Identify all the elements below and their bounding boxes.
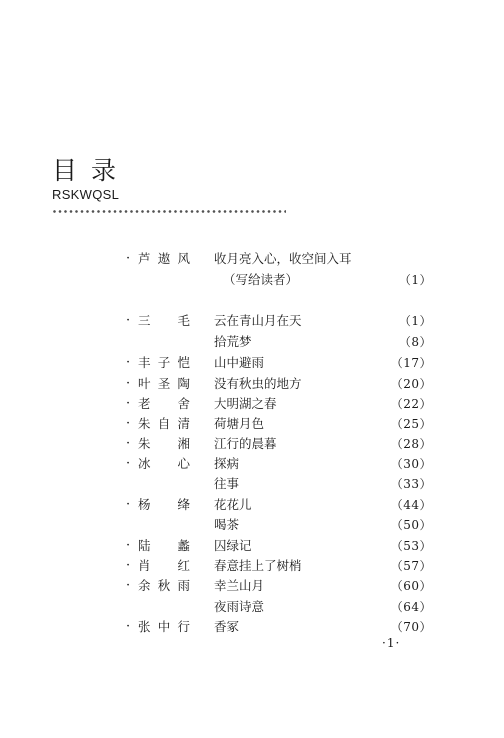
toc-entry bbox=[0, 474, 504, 494]
page-folio: ·1· bbox=[382, 636, 401, 650]
bullet-dot-icon: · bbox=[126, 355, 131, 370]
dotted-divider bbox=[52, 209, 286, 214]
toc-author bbox=[126, 353, 190, 373]
toc-title: 春意挂上了树梢 bbox=[214, 558, 302, 573]
toc-author bbox=[126, 536, 190, 556]
toc-author bbox=[126, 394, 190, 414]
toc-entry bbox=[0, 332, 504, 352]
toc-author bbox=[126, 556, 190, 576]
toc-author bbox=[126, 414, 190, 434]
toc-page-number: （30） bbox=[390, 457, 432, 471]
toc-entry bbox=[0, 353, 504, 373]
bullet-dot-icon: · bbox=[126, 436, 131, 451]
bullet-dot-icon: · bbox=[126, 558, 131, 573]
toc-author bbox=[126, 617, 190, 637]
toc-author-name: 三毛 bbox=[138, 313, 190, 328]
toc-title: 江行的晨暮 bbox=[214, 436, 277, 451]
page-subtitle: RSKWQSL bbox=[52, 187, 120, 202]
toc-author-name: 余秋雨 bbox=[138, 578, 190, 593]
toc-author-name: 丰子恺 bbox=[138, 355, 190, 370]
toc-author-name: 肖红 bbox=[138, 558, 190, 573]
toc-page-number: （1） bbox=[398, 273, 432, 287]
toc-author-name: 陆蠡 bbox=[138, 538, 190, 553]
toc-page-number: （20） bbox=[390, 377, 432, 391]
toc-title: 喝茶 bbox=[214, 517, 240, 532]
toc-entry bbox=[0, 434, 504, 454]
toc-author-name: 朱自清 bbox=[138, 416, 190, 431]
toc-title: 囚绿记 bbox=[214, 538, 252, 553]
toc-title: 山中避雨 bbox=[214, 355, 265, 370]
toc-page-number: （50） bbox=[390, 518, 432, 532]
toc-entry bbox=[0, 556, 504, 576]
toc-entry bbox=[0, 617, 504, 637]
toc-entry bbox=[0, 249, 504, 269]
bullet-dot-icon: · bbox=[126, 376, 131, 391]
toc-title: 云在青山月在天 bbox=[214, 313, 302, 328]
toc-title: 大明湖之春 bbox=[214, 396, 277, 411]
toc-entry bbox=[0, 311, 504, 331]
toc-entry bbox=[0, 495, 504, 515]
toc-page-number: （44） bbox=[390, 498, 432, 512]
toc-page-number: （25） bbox=[390, 417, 432, 431]
toc-author bbox=[126, 249, 190, 269]
toc-title: 拾荒梦 bbox=[214, 334, 252, 349]
toc-entry bbox=[0, 374, 504, 394]
toc-page-number: （28） bbox=[390, 437, 432, 451]
toc-page-number: （1） bbox=[398, 314, 432, 328]
toc-author-name: 张中行 bbox=[138, 619, 190, 634]
toc-entry bbox=[0, 270, 504, 290]
toc-title: 夜雨诗意 bbox=[214, 599, 265, 614]
toc-author bbox=[126, 495, 190, 515]
toc-title: 探病 bbox=[214, 456, 240, 471]
toc-title: 没有秋虫的地方 bbox=[214, 376, 302, 391]
toc-author-name: 老舍 bbox=[138, 396, 190, 411]
toc-page-number: （53） bbox=[390, 539, 432, 553]
toc-page-number: （33） bbox=[390, 477, 432, 491]
toc-author bbox=[126, 576, 190, 596]
bullet-dot-icon: · bbox=[126, 251, 131, 266]
toc-author-name: 叶圣陶 bbox=[138, 376, 190, 391]
bullet-dot-icon: · bbox=[126, 456, 131, 471]
toc-title: （写给读者） bbox=[223, 272, 299, 287]
toc-title: 花花儿 bbox=[214, 497, 252, 512]
toc-author bbox=[126, 311, 190, 331]
bullet-dot-icon: · bbox=[126, 578, 131, 593]
toc-title: 荷塘月色 bbox=[214, 416, 265, 431]
toc-author-name: 芦遨风 bbox=[138, 251, 190, 266]
toc-author-name: 杨绛 bbox=[138, 497, 190, 512]
bullet-dot-icon: · bbox=[126, 619, 131, 634]
toc-entry bbox=[0, 597, 504, 617]
toc-entry bbox=[0, 515, 504, 535]
bullet-dot-icon: · bbox=[126, 497, 131, 512]
toc-title: 收月亮入心，收空间入耳 bbox=[214, 251, 352, 266]
toc-author bbox=[126, 454, 190, 474]
toc-title: 幸兰山月 bbox=[214, 578, 265, 593]
bullet-dot-icon: · bbox=[126, 416, 131, 431]
toc-page-number: （22） bbox=[390, 397, 432, 411]
toc-entry bbox=[0, 394, 504, 414]
toc-page-number: （8） bbox=[398, 335, 432, 349]
toc-title: 往事 bbox=[214, 476, 240, 491]
toc-title: 香冢 bbox=[214, 619, 240, 634]
toc-author-name: 冰心 bbox=[138, 456, 190, 471]
bullet-dot-icon: · bbox=[126, 313, 131, 328]
toc-entry bbox=[0, 414, 504, 434]
toc-author bbox=[126, 374, 190, 394]
toc-entry bbox=[0, 536, 504, 556]
bullet-dot-icon: · bbox=[126, 538, 131, 553]
page-title: 目录 bbox=[52, 156, 131, 185]
toc-author bbox=[126, 434, 190, 454]
toc-author-name: 朱湘 bbox=[138, 436, 190, 451]
toc-page-number: （17） bbox=[390, 356, 432, 370]
toc-page-number: （70） bbox=[390, 620, 432, 634]
toc-entry bbox=[0, 576, 504, 596]
toc-page-number: （57） bbox=[390, 559, 432, 573]
toc-entry bbox=[0, 454, 504, 474]
toc-page-number: （60） bbox=[390, 579, 432, 593]
toc-page-number: （64） bbox=[390, 600, 432, 614]
bullet-dot-icon: · bbox=[126, 396, 131, 411]
